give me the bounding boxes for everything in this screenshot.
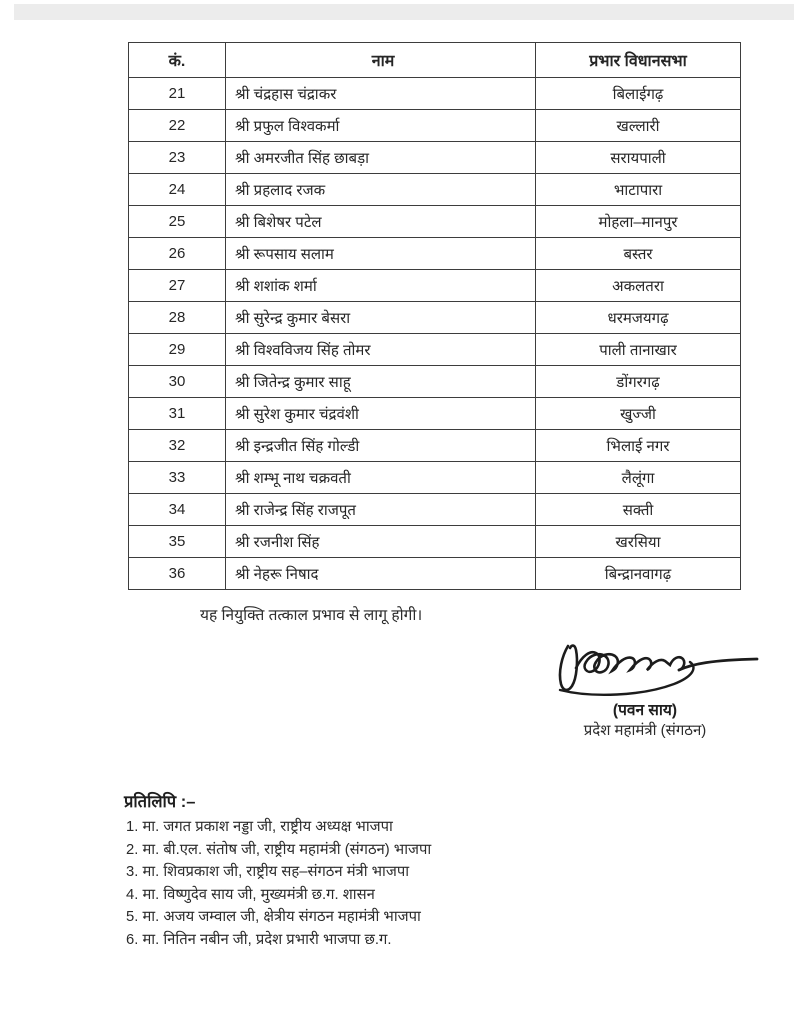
cell-constituency: डोंगरगढ़ [536,366,741,398]
cell-constituency: भाटापारा [536,174,741,206]
cell-name: श्री सुरेन्द्र कुमार बेसरा [226,302,536,334]
copy-list-item: 4. मा. विष्णुदेव साय जी, मुख्यमंत्री छ.ग. शासन [126,886,375,903]
cell-name: श्री प्रहलाद रजक [226,174,536,206]
copy-list-item: 1. मा. जगत प्रकाश नड्डा जी, राष्ट्रीय अध्यक्ष भाजपा [126,819,393,835]
table-row [129,78,741,110]
cell-serial: 21 [129,78,226,110]
cell-name: श्री बिशेषर पटेल [226,206,536,238]
cell-name: श्री चंद्रहास चंद्राकर [226,78,536,110]
cell-serial: 23 [129,142,226,174]
cell-serial: 34 [129,494,226,526]
copy-list-item: 5. मा. अजय जम्वाल जी, क्षेत्रीय संगठन महामंत्री भाजपा [126,909,421,925]
copy-list-item: 3. मा. शिवप्रकाश जी, राष्ट्रीय सह–संगठन मंत्री भाजपा [126,864,410,880]
table-row [129,558,741,590]
cell-name: श्री सुरेश कुमार चंद्रवंशी [226,398,536,430]
table-row [129,206,741,238]
cell-constituency: धरमजयगढ़ [536,302,741,334]
table-row [129,366,741,398]
header-name: नाम [226,43,536,78]
cell-name: श्री राजेन्द्र सिंह राजपूत [226,494,536,526]
cell-serial: 35 [129,526,226,558]
header-constituency: प्रभार विधानसभा [536,43,741,78]
cell-constituency: खुज्जी [536,398,741,430]
cell-constituency: खरसिया [536,526,741,558]
effective-note: यह नियुक्ति तत्काल प्रभाव से लागू होगी। [200,607,423,624]
cell-name: श्री प्रफुल विश्वकर्मा [226,110,536,142]
signatory-title: प्रदेश महामंत्री (संगठन) [583,722,707,739]
cell-name: श्री रजनीश सिंह [226,526,536,558]
copy-heading: प्रतिलिपि :– [124,793,196,811]
cell-serial: 31 [129,398,226,430]
cell-constituency: सरायपाली [536,142,741,174]
cell-constituency: बस्तर [536,238,741,270]
copy-list-item: 6. मा. नितिन नबीन जी, प्रदेश प्रभारी भाजपा छ.ग. [126,931,392,948]
table-row [129,238,741,270]
table-row [129,334,741,366]
table-row [129,270,741,302]
cell-constituency: अकलतरा [536,270,741,302]
table-row [129,526,741,558]
cell-constituency: बिन्द्रानवागढ़ [536,558,741,590]
table-row [129,398,741,430]
table-header-row [129,43,741,78]
table-row [129,430,741,462]
scan-artifact-band [14,4,794,20]
copy-list [126,816,646,951]
cell-serial: 27 [129,270,226,302]
table-row [129,142,741,174]
header-serial: कं. [129,43,226,78]
table-row [129,302,741,334]
cell-serial: 36 [129,558,226,590]
cell-serial: 28 [129,302,226,334]
cell-constituency: मोहला–मानपुर [536,206,741,238]
table-row [129,174,741,206]
cell-serial: 24 [129,174,226,206]
cell-serial: 30 [129,366,226,398]
cell-serial: 26 [129,238,226,270]
table-row [129,494,741,526]
cell-name: श्री शशांक शर्मा [226,270,536,302]
cell-serial: 25 [129,206,226,238]
table-body [129,78,741,590]
cell-name: श्री रूपसाय सलाम [226,238,536,270]
cell-constituency: बिलाईगढ़ [536,78,741,110]
cell-constituency: लैलूंगा [536,462,741,494]
cell-name: श्री नेहरू निषाद [226,558,536,590]
cell-serial: 33 [129,462,226,494]
assignment-table [128,42,741,590]
cell-name: श्री विश्वविजय सिंह तोमर [226,334,536,366]
cell-constituency: खल्लारी [536,110,741,142]
cell-constituency: पाली तानाखार [536,334,741,366]
cell-serial: 32 [129,430,226,462]
cell-name: श्री इन्द्रजीत सिंह गोल्डी [226,430,536,462]
cell-serial: 29 [129,334,226,366]
signatory-name: (पवन साय) [612,702,678,719]
cell-name: श्री जितेन्द्र कुमार साहू [226,366,536,398]
cell-constituency: सक्ती [536,494,741,526]
table-row [129,110,741,142]
table-row [129,462,741,494]
cell-serial: 22 [129,110,226,142]
cell-name: श्री शम्भू नाथ चक्रवती [226,462,536,494]
cell-constituency: भिलाई नगर [536,430,741,462]
copy-list-item: 2. मा. बी.एल. संतोष जी, राष्ट्रीय महामंत्री (संगठन) भाजपा [126,841,432,858]
signature-scribble [552,638,767,700]
cell-name: श्री अमरजीत सिंह छाबड़ा [226,142,536,174]
